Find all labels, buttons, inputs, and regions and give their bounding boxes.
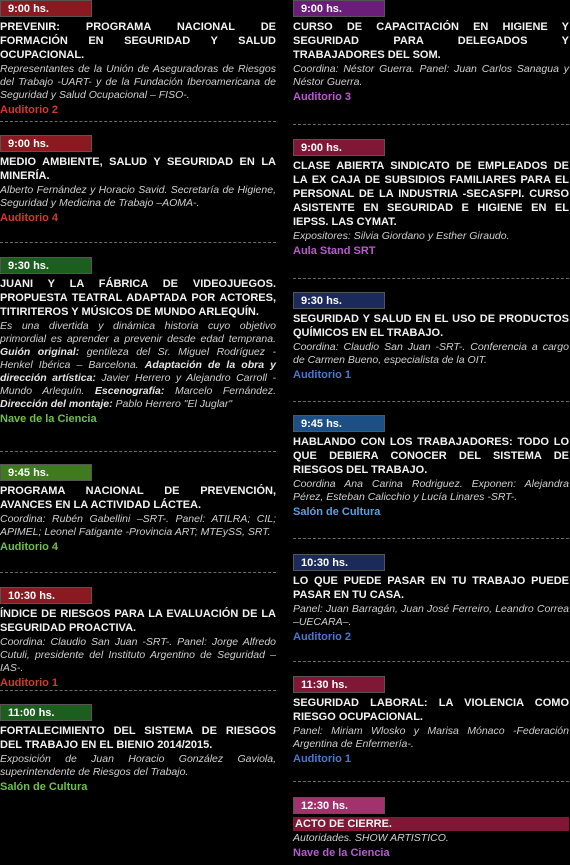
session-room: Salón de Cultura bbox=[0, 781, 88, 793]
time-badge: 10:30 hs. bbox=[0, 587, 92, 604]
session-description: Panel: Juan Barragán, Juan José Ferreiro, Leandro Correa –UECARA–. bbox=[293, 603, 569, 628]
session-title: CURSO DE CAPACITACIÓN EN HIGIENE Y SEGURIDAD PARA DELEGADOS Y TRABAJADORES DEL SOM. bbox=[293, 21, 569, 61]
section-divider bbox=[0, 572, 276, 573]
session-block bbox=[293, 292, 569, 382]
session-description: Coordina Ana Carina Rodriguez. Exponen: Alejandra Pérez, Esteban Calicchio y Lucía Linares -SRT-. bbox=[293, 478, 569, 503]
session-title: LO QUE PUEDE PASAR EN TU TRABAJO PUEDE PASAR EN TU CASA. bbox=[293, 575, 569, 601]
credit-text-direccion: Pablo Herrero "El Juglar" bbox=[112, 398, 233, 410]
session-room: Auditorio 1 bbox=[0, 677, 59, 689]
section-divider bbox=[293, 401, 569, 402]
time-badge: 9:00 hs. bbox=[0, 135, 92, 152]
session-description: Autoridades. SHOW ARTISTICO. bbox=[293, 832, 449, 844]
session-block bbox=[0, 257, 276, 426]
time-badge: 9:30 hs. bbox=[293, 292, 385, 309]
session-room: Auditorio 4 bbox=[0, 541, 59, 553]
session-block bbox=[293, 0, 569, 104]
credit-text-adaptacion: Javier Herrero y Alejandro Carroll - Mundo Arlequín. bbox=[0, 372, 276, 397]
session-room: Aula Stand SRT bbox=[293, 245, 376, 257]
section-divider bbox=[293, 124, 569, 125]
section-divider bbox=[0, 690, 276, 691]
session-description: Exposición de Juan Horacio González Gaviola, superintendente de Riesgos del Trabajo. bbox=[0, 753, 276, 778]
time-badge: 9:45 hs. bbox=[293, 415, 385, 432]
session-block bbox=[0, 135, 276, 225]
session-title: PROGRAMA NACIONAL DE PREVENCIÓN, AVANCES EN LA ACTIVIDAD LÁCTEA. bbox=[0, 485, 276, 511]
session-title: HABLANDO CON LOS TRABAJADORES: TODO LO QUE DEBIERA CONOCER DEL SISTEMA DE RIESGOS DEL TRABAJO. bbox=[293, 436, 569, 476]
section-divider bbox=[293, 538, 569, 539]
time-badge: 9:00 hs. bbox=[293, 139, 385, 156]
credit-text-guion: gentileza del Sr. Miguel Rodríguez - Henkel Ibérica – Barcelona. bbox=[0, 346, 276, 371]
session-description bbox=[0, 320, 276, 411]
session-room: Auditorio 3 bbox=[293, 91, 352, 103]
session-room: Auditorio 4 bbox=[0, 212, 59, 224]
session-room: Salón de Cultura bbox=[293, 506, 381, 518]
session-title: MEDIO AMBIENTE, SALUD Y SEGURIDAD EN LA MINERÍA. bbox=[0, 156, 276, 182]
session-block bbox=[0, 464, 276, 554]
session-description-text: Es una divertida y dinámica historia cuyo objetivo primordial es aprender a prevenir desde edad temprana. bbox=[0, 320, 276, 345]
session-block bbox=[0, 704, 276, 794]
session-description: Expositores: Silvia Giordano y Esther Giraudo. bbox=[293, 230, 510, 242]
session-block bbox=[293, 797, 569, 860]
session-block bbox=[0, 0, 276, 117]
session-description: Coordina: Claudio San Juan -SRT-. Panel: Jorge Alfredo Cutuli, presidente del Instituto Argentino de Seguridad – IAS-. bbox=[0, 636, 276, 674]
session-title: ACTO DE CIERRE. bbox=[293, 817, 569, 831]
time-badge: 9:00 hs. bbox=[293, 0, 385, 17]
time-badge: 9:45 hs. bbox=[0, 464, 92, 481]
session-room: Nave de la Ciencia bbox=[0, 413, 97, 425]
session-title: SEGURIDAD LABORAL: LA VIOLENCIA COMO RIESGO OCUPACIONAL. bbox=[293, 697, 569, 723]
session-title: CLASE ABIERTA SINDICATO DE EMPLEADOS DE LA EX CAJA DE SUBSIDIOS FAMILIARES PARA EL PERSONAL DE LA INDUSTRIA -SECASFPI. CURSO ASISTENTE EN SEGURIDAD E HIGIENE EN EL IEPSS. LAS CYMAT. bbox=[293, 160, 569, 228]
session-title: SEGURIDAD Y SALUD EN EL USO DE PRODUCTOS QUÍMICOS EN EL TRABAJO. bbox=[293, 313, 569, 339]
credit-text-escenografia: Marcelo Fernández. bbox=[164, 385, 277, 397]
time-badge: 9:30 hs. bbox=[0, 257, 92, 274]
time-badge: 11:00 hs. bbox=[0, 704, 92, 721]
session-room: Auditorio 1 bbox=[293, 369, 352, 381]
section-divider bbox=[0, 451, 276, 452]
time-badge: 9:00 hs. bbox=[0, 0, 92, 17]
session-block bbox=[0, 587, 276, 690]
section-divider bbox=[293, 781, 569, 782]
credit-label-adaptacion: Adaptación de la obra y dirección artística: bbox=[0, 359, 276, 384]
session-description: Alberto Fernández y Horacio Savid. Secretaría de Higiene, Seguridad y Medicina de Trabajo –AOMA-. bbox=[0, 184, 276, 209]
session-room: Auditorio 1 bbox=[293, 753, 352, 765]
session-description: Coordina: Néstor Guerra. Panel: Juan Carlos Sanagua y Néstor Guerra. bbox=[293, 63, 569, 88]
credit-label-guion: Guión original: bbox=[0, 346, 80, 358]
session-room: Nave de la Ciencia bbox=[293, 847, 390, 859]
session-description: Coordina: Claudio San Juan -SRT-. Conferencia a cargo de Carmen Bueno, especialista de la OIT. bbox=[293, 341, 569, 366]
session-room: Auditorio 2 bbox=[293, 631, 352, 643]
session-title: PREVENIR: PROGRAMA NACIONAL DE FORMACIÓN EN SEGURIDAD Y SALUD OCUPACIONAL. bbox=[0, 21, 276, 61]
session-description: Coordina: Rubén Gabellini –SRT-. Panel: ATILRA; CIL; APIMEL; Leonel Fatigante -Provincia ART; MTEySS, SRT. bbox=[0, 513, 276, 538]
session-title: FORTALECIMIENTO DEL SISTEMA DE RIESGOS DEL TRABAJO EN EL BIENIO 2014/2015. bbox=[0, 725, 276, 751]
session-description: Representantes de la Unión de Aseguradoras de Riesgos del Trabajo -UART- y de la Fundación Iberoamericana de Seguridad y Salud Ocupacional – FISO-. bbox=[0, 63, 276, 101]
session-block bbox=[293, 676, 569, 766]
session-block bbox=[293, 415, 569, 519]
time-badge: 12:30 hs. bbox=[293, 797, 385, 814]
session-block bbox=[293, 139, 569, 258]
session-description: Panel: Miriam Wlosko y Marisa Mónaco -Federación Argentina de Enfermería-. bbox=[293, 725, 569, 750]
session-title: JUANI Y LA FÁBRICA DE VIDEOJUEGOS. PROPUESTA TEATRAL ADAPTADA POR ACTORES, TITIRITEROS Y MÚSICOS DE MUNDO ARLEQUÍN. bbox=[0, 278, 276, 318]
section-divider bbox=[293, 278, 569, 279]
section-divider bbox=[0, 242, 276, 243]
credit-label-escenografia: Escenografía: bbox=[94, 385, 165, 397]
session-block bbox=[293, 554, 569, 644]
time-badge: 10:30 hs. bbox=[293, 554, 385, 571]
session-room: Auditorio 2 bbox=[0, 104, 59, 116]
time-badge: 11:30 hs. bbox=[293, 676, 385, 693]
credit-label-direccion: Dirección del montaje: bbox=[0, 398, 113, 410]
section-divider bbox=[293, 661, 569, 662]
section-divider bbox=[0, 121, 276, 122]
session-title: ÍNDICE DE RIESGOS PARA LA EVALUACIÓN DE LA SEGURIDAD PROACTIVA. bbox=[0, 608, 276, 634]
